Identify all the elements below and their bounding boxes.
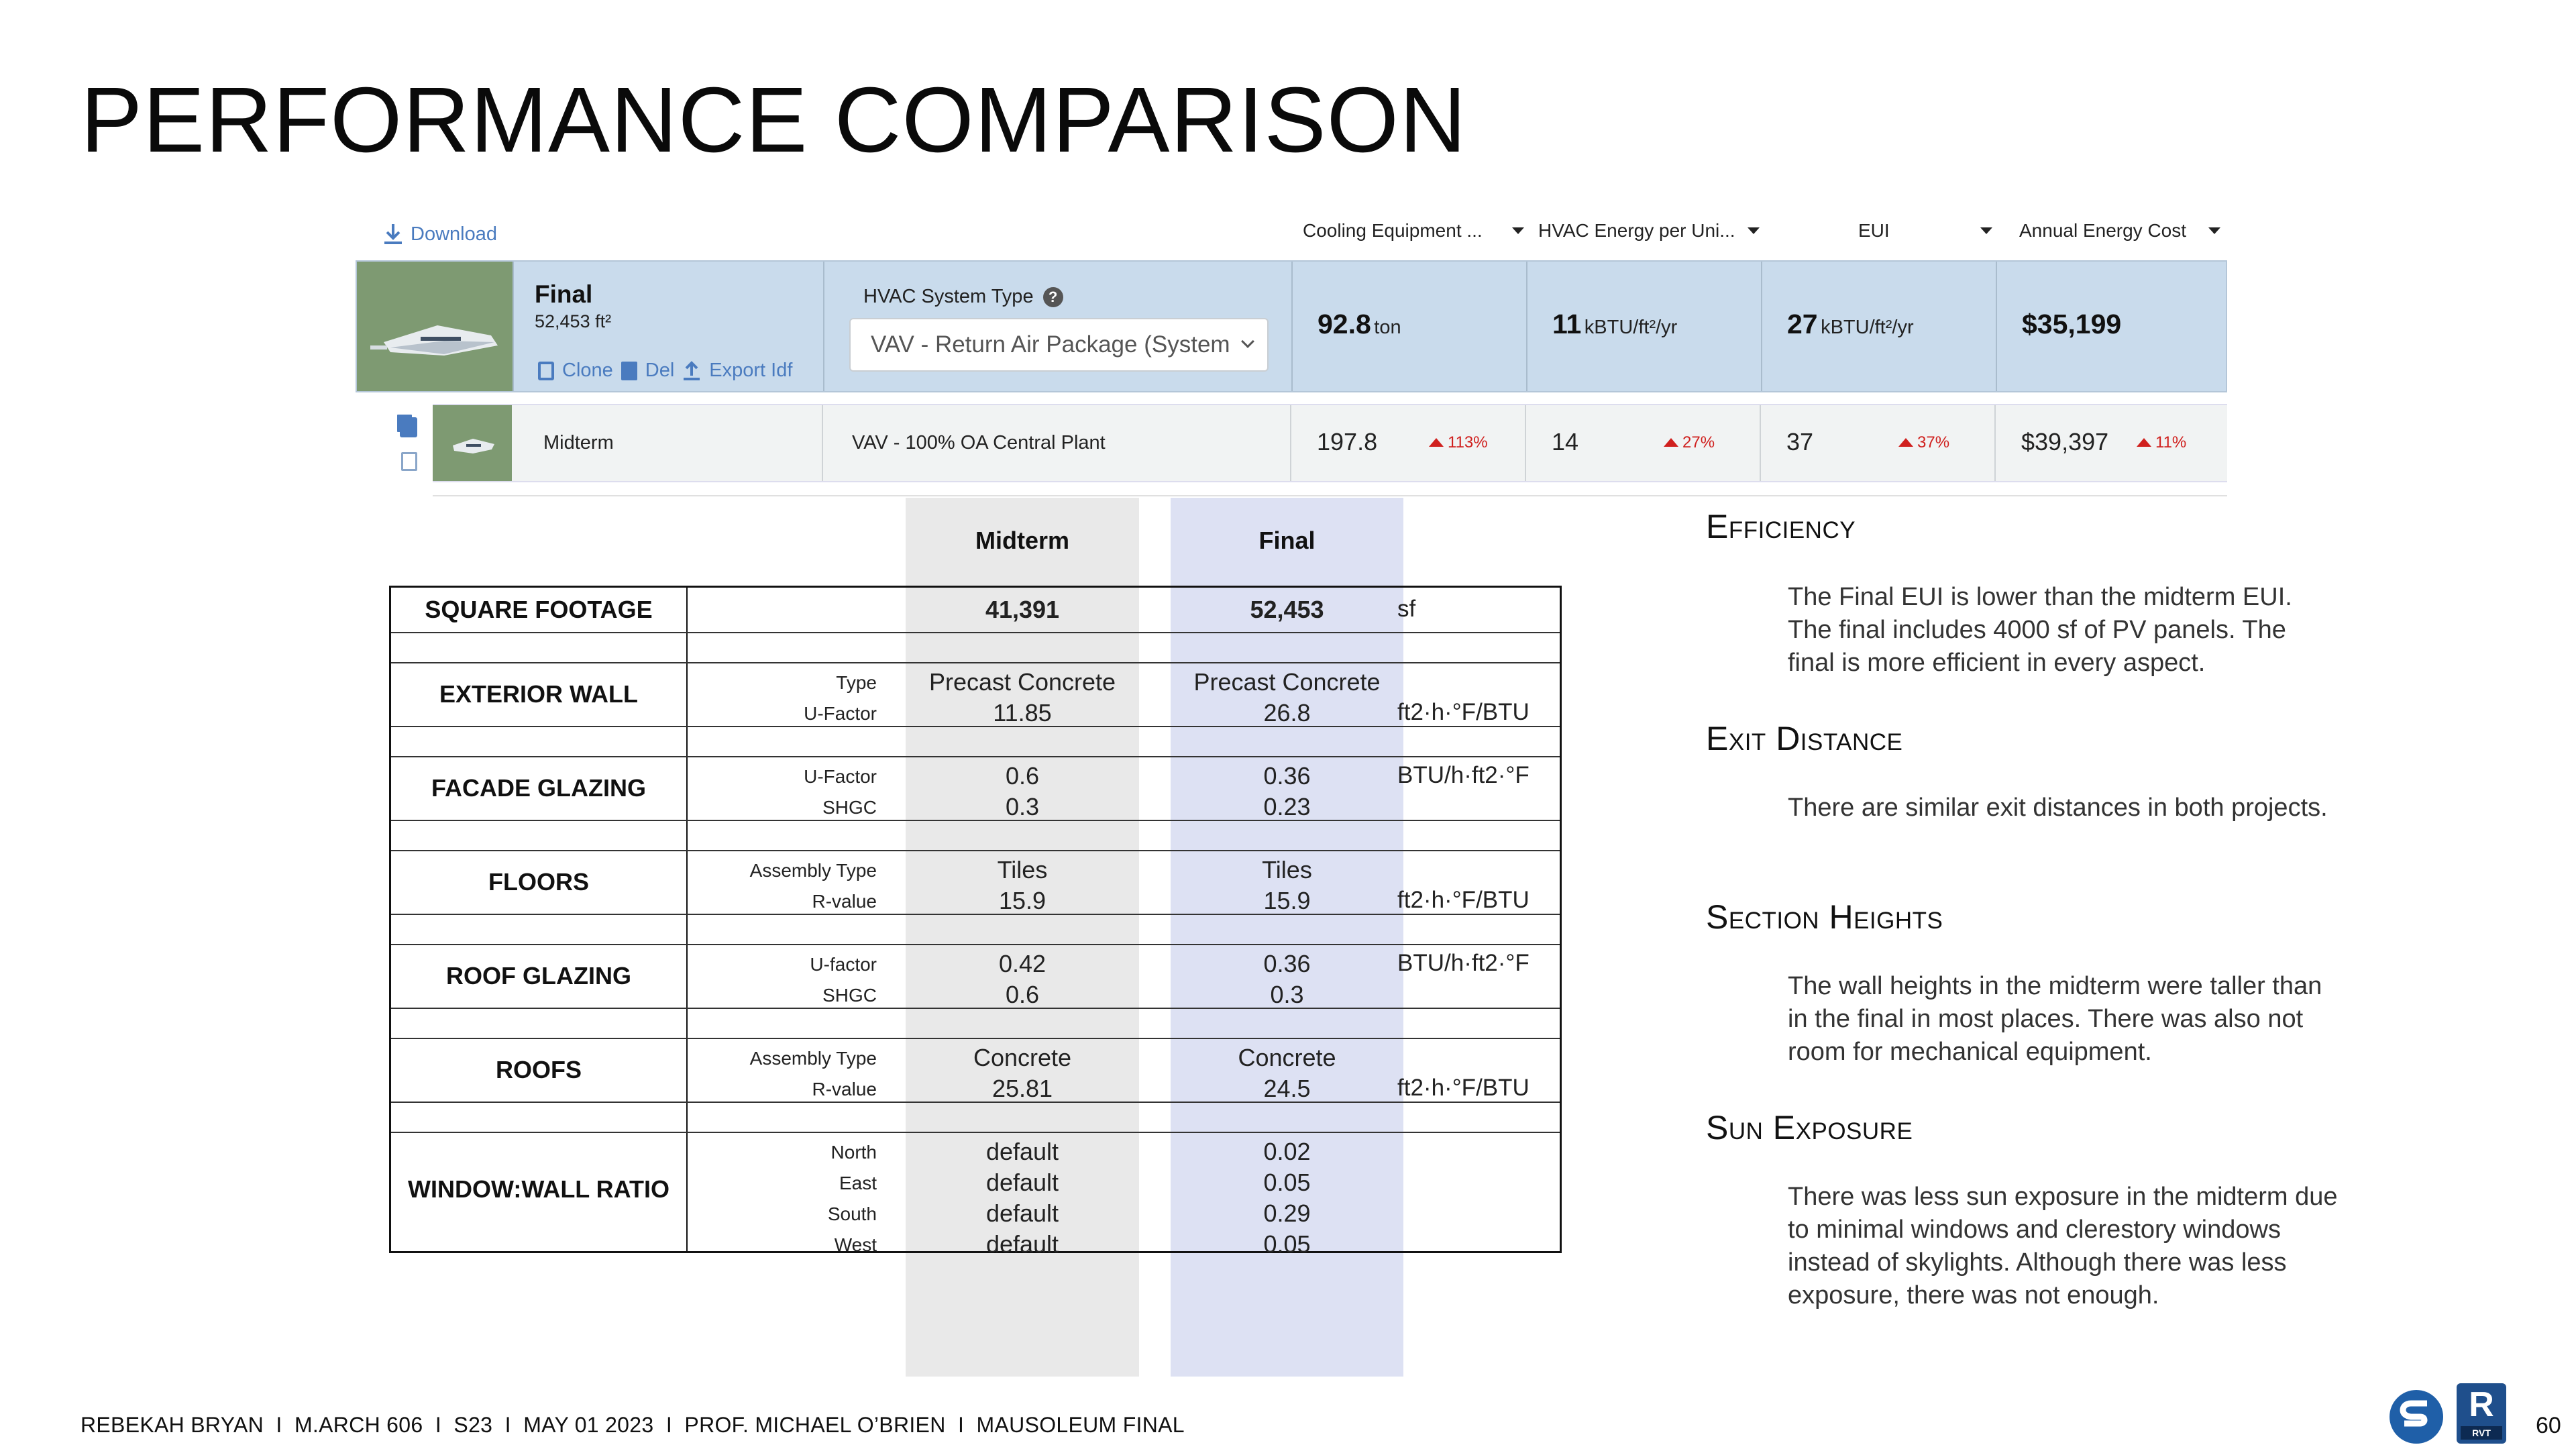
final-hvac-energy-value: 11: [1552, 309, 1582, 339]
midterm-model-row[interactable]: [433, 404, 2227, 482]
final-value: 0.23: [1263, 793, 1311, 820]
midterm-value: default: [985, 1199, 1059, 1227]
note-heading: Efficiency: [1706, 508, 1856, 545]
midterm-value: 25.81: [991, 1075, 1053, 1102]
midterm-value: 0.42: [998, 950, 1046, 977]
midterm-cost-change: [2137, 433, 2186, 452]
note-heading: Sun Exposure: [1706, 1109, 1913, 1146]
note-heading: Section Heights: [1706, 898, 1943, 936]
revit-logo-tag: RVT: [2472, 1428, 2491, 1438]
sub-label: R-value: [812, 1079, 877, 1099]
final-value: Concrete: [1238, 1044, 1336, 1071]
row-label-facade-glazing: FACADE GLAZING: [431, 774, 646, 802]
midterm-hvac-energy-value: 14: [1552, 428, 1579, 455]
midterm-cooling-change: [1429, 433, 1488, 452]
sub-label: U-factor: [810, 954, 877, 975]
midterm-value: 11.85: [993, 699, 1052, 727]
help-icon[interactable]: ?: [1043, 287, 1063, 307]
download-label: Download: [411, 223, 497, 245]
final-value: 0.36: [1263, 950, 1311, 977]
final-cooling-unit: ton: [1374, 317, 1401, 338]
sub-label: South: [827, 1203, 877, 1224]
midterm-cooling-value: 197.8: [1317, 428, 1378, 455]
metric-select-eui[interactable]: [1858, 220, 1992, 241]
midterm-model-name: Midterm: [543, 432, 614, 453]
midterm-model-thumbnail: [433, 405, 512, 481]
trash-icon: [621, 362, 637, 380]
metric-select-label: EUI: [1858, 220, 1890, 241]
divider: [433, 495, 2227, 496]
unit-label: ft2·h·°F/BTU: [1397, 1075, 1529, 1101]
hvac-system-select-value: VAV - Return Air Package (System: [871, 331, 1230, 358]
midterm-eui-change: [1898, 433, 1949, 452]
midterm-eui-value: 37: [1786, 428, 1814, 455]
midterm-value: 0.6: [1005, 762, 1040, 790]
midterm-value: Concrete: [973, 1044, 1072, 1071]
footer-credits: REBEKAH BRYAN I M.ARCH 606 I S23 I MAY 01 2023 I PROF. MICHAEL O’BRIEN I MAUSOLEUM FINAL: [80, 1413, 1185, 1437]
download-link[interactable]: [382, 223, 497, 246]
final-sqft: 52,453: [1250, 596, 1324, 623]
metric-select-cooling[interactable]: [1303, 220, 1524, 241]
chevron-down-icon: [1748, 227, 1760, 234]
midterm-hvac-type: VAV - 100% OA Central Plant: [852, 432, 1106, 453]
final-model-area: 52,453 ft²: [535, 311, 612, 331]
midterm-value: default: [985, 1230, 1059, 1258]
delete-button[interactable]: Del: [645, 360, 675, 381]
arrow-up-icon: [2137, 438, 2151, 447]
chevron-down-icon: [2208, 227, 2220, 234]
sub-label: North: [830, 1142, 877, 1163]
change-percent: 27%: [1682, 433, 1715, 451]
sub-label: Type: [836, 672, 877, 693]
sub-label: Assembly Type: [749, 860, 877, 881]
hvac-system-type-label: HVAC System Type: [863, 286, 1034, 307]
midterm-value: 15.9: [998, 887, 1046, 914]
note-text: There are similar exit distances in both projects.: [1788, 794, 2328, 822]
final-value: 0.05: [1263, 1169, 1311, 1196]
column-header-final: Final: [1258, 527, 1316, 554]
final-value: 0.29: [1263, 1199, 1311, 1227]
midterm-hvac-energy-change: [1664, 433, 1715, 452]
sub-label: U-Factor: [804, 766, 877, 787]
arrow-up-icon: [1898, 438, 1913, 447]
column-header-midterm: Midterm: [975, 527, 1069, 554]
note-heading: Exit Distance: [1706, 720, 1903, 757]
final-eui-unit: kBTU/ft²/yr: [1821, 317, 1914, 338]
final-hvac-energy-unit: kBTU/ft²/yr: [1584, 317, 1678, 338]
midterm-value: Tiles: [997, 856, 1048, 883]
unit-label: BTU/h·ft2·°F: [1397, 762, 1529, 788]
building-image: [357, 262, 513, 391]
final-value: 15.9: [1263, 887, 1311, 914]
sub-label: R-value: [812, 891, 877, 912]
page-title: PERFORMANCE COMPARISON: [80, 68, 1467, 172]
note-text: The wall heights in the midterm were taller than in the final in most places. There was also not room for mechanical equipment.: [1788, 972, 2322, 1066]
final-cost-value: $35,199: [2022, 309, 2122, 339]
clone-button[interactable]: Clone: [562, 360, 613, 381]
row-label-floors: FLOORS: [488, 868, 589, 896]
sub-label: West: [834, 1234, 877, 1255]
page-number: 60: [2536, 1413, 2561, 1438]
sub-label: SHGC: [822, 985, 877, 1006]
final-value: Precast Concrete: [1193, 668, 1381, 696]
final-value: 0.3: [1270, 981, 1304, 1008]
midterm-value: default: [985, 1138, 1059, 1165]
midterm-sqft: 41,391: [985, 596, 1060, 623]
arrow-up-icon: [1429, 438, 1444, 447]
upload-icon: [682, 361, 701, 381]
sqft-unit: sf: [1397, 596, 1416, 622]
final-model-row[interactable]: [356, 260, 2227, 392]
note-text: The Final EUI is lower than the midterm EUI. The final includes 4000 sf of PV panels. The final is more efficient in every aspect.: [1788, 583, 2292, 677]
trash-icon[interactable]: [401, 452, 417, 471]
unit-label: ft2·h·°F/BTU: [1397, 887, 1529, 913]
row-label-exterior-wall: EXTERIOR WALL: [439, 680, 638, 708]
export-idf-button[interactable]: Export Idf: [709, 360, 793, 381]
download-icon: [382, 223, 404, 246]
building-image: [433, 405, 512, 481]
note-text: There was less sun exposure in the midterm due to minimal windows and clerestory windows instead of skylights. Although there was less exposure, there was not enough.: [1788, 1183, 2338, 1309]
metric-select-hvac[interactable]: [1538, 220, 1760, 241]
metric-select-cost[interactable]: [2019, 220, 2220, 241]
change-percent: 37%: [1917, 433, 1950, 451]
final-value: Tiles: [1262, 856, 1312, 883]
chevron-down-icon: [1980, 227, 1992, 234]
final-model-thumbnail: [357, 262, 513, 391]
midterm-cost-value: $39,397: [2021, 428, 2109, 455]
unit-label: ft2·h·°F/BTU: [1397, 699, 1529, 725]
clone-icon: [538, 362, 554, 380]
row-label-roof-glazing: ROOF GLAZING: [446, 962, 631, 989]
midterm-value: 0.6: [1005, 981, 1040, 1008]
final-value: 0.02: [1263, 1138, 1311, 1165]
metric-select-label: Cooling Equipment ...: [1303, 220, 1483, 241]
sub-label: U-Factor: [804, 703, 877, 724]
change-percent: 113%: [1448, 433, 1488, 451]
final-value: 24.5: [1263, 1075, 1311, 1102]
copy-icon[interactable]: [400, 417, 417, 437]
final-cooling-value: 92.8: [1318, 309, 1371, 339]
chevron-down-icon: [1512, 227, 1524, 234]
revit-logo-letter: R: [2469, 1385, 2494, 1424]
sub-label: Assembly Type: [749, 1048, 877, 1069]
unit-label: BTU/h·ft2·°F: [1397, 950, 1529, 976]
comparison-table: [389, 586, 1562, 1258]
chevron-down-icon: [1241, 335, 1254, 348]
midterm-value: 0.3: [1005, 793, 1040, 820]
final-value: 0.36: [1263, 762, 1311, 790]
final-value: 26.8: [1263, 699, 1311, 727]
row-label-square-footage: SQUARE FOOTAGE: [425, 596, 653, 623]
final-value: 0.05: [1263, 1230, 1311, 1258]
metric-select-label: Annual Energy Cost: [2019, 220, 2187, 241]
change-percent: 11%: [2155, 433, 2187, 451]
app-logo-icon: [2388, 1389, 2445, 1445]
arrow-up-icon: [1664, 438, 1678, 447]
final-eui-value: 27: [1787, 309, 1818, 339]
metric-select-label: HVAC Energy per Uni...: [1538, 220, 1735, 241]
midterm-value: default: [985, 1169, 1059, 1196]
revit-logo-icon: [2457, 1383, 2506, 1444]
sub-label: East: [839, 1173, 877, 1193]
row-label-window-wall-ratio: WINDOW:WALL RATIO: [408, 1175, 669, 1203]
row-label-roofs: ROOFS: [495, 1056, 582, 1083]
final-model-name: Final: [535, 280, 593, 308]
midterm-value: Precast Concrete: [928, 668, 1116, 696]
hvac-system-select[interactable]: [849, 318, 1269, 372]
sub-label: SHGC: [822, 797, 877, 818]
